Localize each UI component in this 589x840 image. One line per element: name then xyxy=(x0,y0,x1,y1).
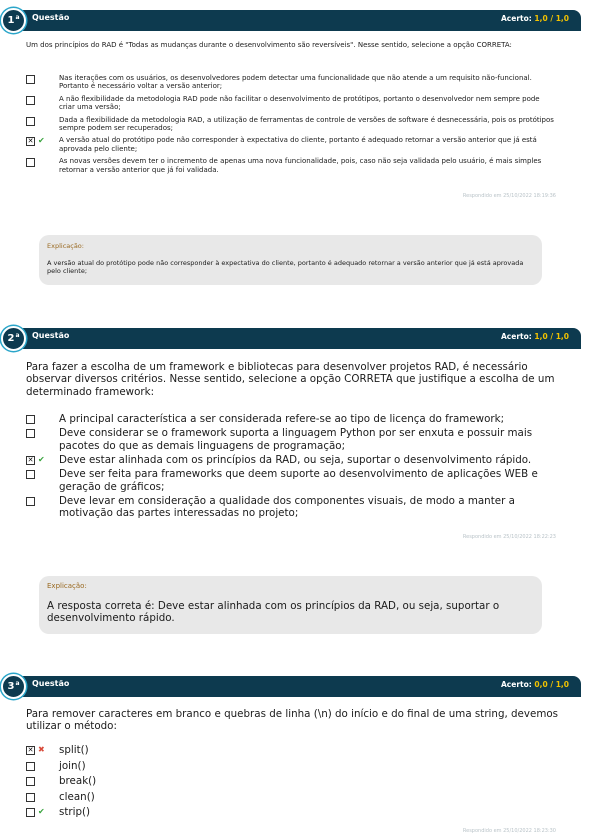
options-list xyxy=(26,74,556,174)
explanation-label: Explicação: xyxy=(47,242,84,250)
option-text: As novas versões devem ter o incremento de apenas uma nova funcionalidade, pois, caso não seja validada pelo usuário, é mais simples retornar a versão anterior que já foi validada. xyxy=(59,157,542,174)
question-number-badge xyxy=(1,674,26,699)
checkbox[interactable] xyxy=(26,762,35,771)
check-icon: ✔ xyxy=(38,455,45,465)
question-label: Questão xyxy=(32,679,70,688)
options-list xyxy=(26,413,551,520)
option-text: join() xyxy=(59,759,86,772)
answered-timestamp: Respondido em 25/10/2022 18:23:30 xyxy=(462,828,556,834)
option[interactable] xyxy=(26,495,551,520)
checkbox[interactable] xyxy=(26,808,35,817)
option-text: Deve levar em consideração a qualidade dos componentes visuais, de modo a manter a motivação das partes interessadas no projeto; xyxy=(59,495,515,520)
option-text: clean() xyxy=(59,790,95,803)
checkbox[interactable] xyxy=(26,415,35,424)
option-text: Dada a flexibilidade da metodologia RAD, a utilização de ferramentas de controle de versões de software é desnecessária, pois os protótipos sempre podem ser recuperados; xyxy=(59,115,554,132)
score-prefix: Acerto: xyxy=(501,14,532,23)
checkbox-checked[interactable]: ✕ xyxy=(27,456,34,465)
score-value: 0,0 xyxy=(534,680,548,689)
question-number-suffix: a xyxy=(15,332,20,339)
explanation-text: A versão atual do protótipo pode não corresponder à expectativa do cliente, portanto é adequado retornar a versão anterior que já está aprovada pelo cliente; xyxy=(47,259,524,275)
question-number: 3 xyxy=(7,681,15,692)
option[interactable] xyxy=(26,806,556,822)
option-text: Deve considerar se o framework suporta a linguagem Python por ser enxuta e possuir mais pacotes do que as demais linguagens de programação; xyxy=(59,427,533,452)
checkbox[interactable] xyxy=(26,777,35,786)
checkbox-checked[interactable]: ✕ xyxy=(27,137,34,146)
option-text: Deve ser feita para frameworks que deem suporte ao desenvolvimento de aplicações WEB e geração de gráficos; xyxy=(59,468,538,493)
question-stem: Um dos princípios do RAD é "Todas as mudanças durante o desenvolvimento são reversíveis". Nesse sentido, selecione a opção CORRETA: xyxy=(26,41,512,49)
explanation-box xyxy=(39,576,542,634)
score-prefix: Acerto: xyxy=(501,680,532,689)
question-number-badge xyxy=(1,326,26,351)
score-separator: / xyxy=(550,332,554,341)
option[interactable] xyxy=(26,760,556,776)
option-text: Deve estar alinhada com os princípios da RAD, ou seja, suportar o desenvolvimento rápido. xyxy=(59,454,532,467)
option-text: A principal característica a ser considerada refere-se ao tipo de licença do framework; xyxy=(59,413,505,425)
options-list xyxy=(26,744,556,822)
explanation-text: A resposta correta é: Deve estar alinhada com os princípios da RAD, ou seja, suportar o desenvolvimento rápido. xyxy=(47,600,500,625)
question-header-bar xyxy=(12,328,581,349)
option[interactable] xyxy=(26,775,556,791)
question-header-bar xyxy=(12,676,581,697)
score-max: 1,0 xyxy=(555,14,569,23)
checkbox[interactable] xyxy=(26,75,35,84)
option[interactable] xyxy=(26,744,556,760)
question-number: 2 xyxy=(7,333,15,344)
explanation-label: Explicação: xyxy=(47,582,87,590)
checkbox[interactable] xyxy=(26,429,35,438)
question-label: Questão xyxy=(32,13,70,22)
score-value: 1,0 xyxy=(534,332,548,341)
score-max: 1,0 xyxy=(555,332,569,341)
score xyxy=(501,14,569,23)
question-label: Questão xyxy=(32,331,70,340)
question-header-bar xyxy=(12,10,581,31)
option[interactable] xyxy=(26,95,556,112)
score xyxy=(501,680,569,689)
option[interactable] xyxy=(26,427,551,452)
answered-timestamp: Respondido em 25/10/2022 18:19:36 xyxy=(462,193,556,199)
option-text: Nas iterações com os usuários, os desenvolvedores podem detectar uma funcionalidade que não atende a um requisito não-funcional. Portanto é necessário voltar a versão anterior; xyxy=(59,74,532,91)
option[interactable] xyxy=(26,136,556,153)
question-stem: Para fazer a escolha de um framework e bibliotecas para desenvolver projetos RAD, é necessário observar diversos critérios. Nesse sentido, selecione a opção CORRETA que justifique a escolha de um determinado framework: xyxy=(26,361,555,398)
checkbox-checked[interactable]: ✕ xyxy=(27,746,34,754)
option-text: A não flexibilidade da metodologia RAD pode não facilitar o desenvolvimento de protótipos, portanto o desenvolvedor nem sempre pode criar uma versão; xyxy=(59,94,540,112)
checkbox[interactable] xyxy=(26,793,35,802)
option-text: strip() xyxy=(59,806,91,818)
option[interactable] xyxy=(26,413,551,425)
option[interactable] xyxy=(26,157,556,174)
score-prefix: Acerto: xyxy=(501,332,532,341)
score-max: 1,0 xyxy=(555,680,569,689)
option[interactable] xyxy=(26,791,556,807)
option[interactable] xyxy=(26,468,551,493)
score xyxy=(501,332,569,341)
explanation-box xyxy=(39,235,542,285)
x-icon: ✖ xyxy=(38,745,45,754)
score-value: 1,0 xyxy=(534,14,548,23)
score-separator: / xyxy=(550,14,554,23)
checkbox[interactable] xyxy=(26,158,35,167)
option[interactable] xyxy=(26,74,556,91)
checkbox[interactable] xyxy=(26,470,35,479)
checkbox[interactable] xyxy=(26,497,35,506)
option-text: split() xyxy=(59,744,89,756)
answered-timestamp: Respondido em 25/10/2022 18:22:23 xyxy=(462,534,556,540)
score-separator: / xyxy=(550,680,554,689)
check-icon: ✔ xyxy=(38,807,45,816)
option[interactable] xyxy=(26,454,551,466)
checkbox[interactable] xyxy=(26,117,35,126)
checkbox[interactable] xyxy=(26,96,35,105)
option-text: break() xyxy=(59,775,97,787)
question-number-suffix: a xyxy=(15,14,20,21)
question-number-badge xyxy=(1,8,26,33)
option-text: A versão atual do protótipo pode não corresponder à expectativa do cliente, portanto é adequado retornar a versão anterior que já está aprovada pelo cliente; xyxy=(59,136,537,153)
option[interactable] xyxy=(26,116,556,133)
question-number: 1 xyxy=(7,15,15,26)
question-number-suffix: a xyxy=(15,680,20,687)
check-icon: ✔ xyxy=(38,136,45,146)
question-stem: Para remover caracteres em branco e quebras de linha (\n) do início e do final de uma string, devemos utilizar o método: xyxy=(26,708,559,733)
